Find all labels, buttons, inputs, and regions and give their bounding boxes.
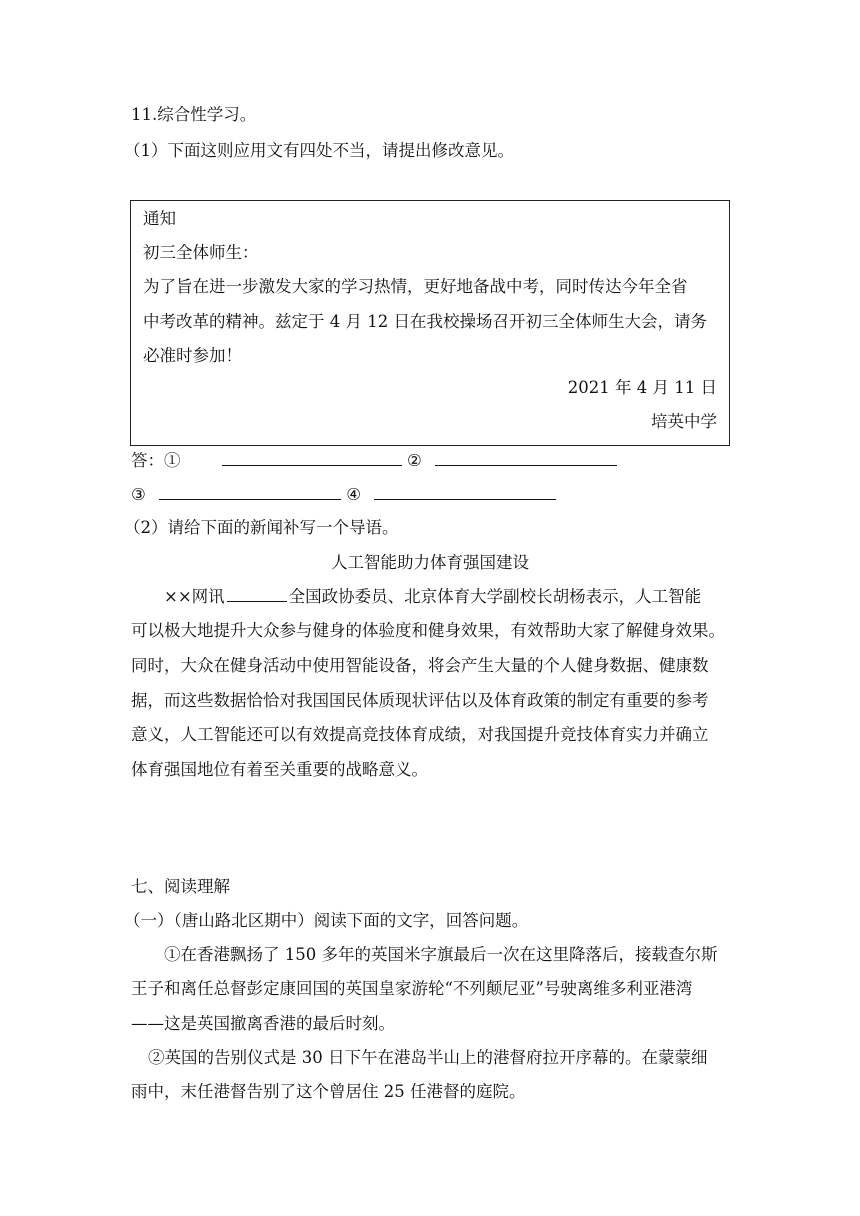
notice-signature: 培英中学 bbox=[651, 412, 717, 431]
news-line: 意义，人工智能还可以有效提高竞技体育成绩，对我国提升竞技体育实力并确立 bbox=[131, 725, 709, 744]
reading-line: ——这是英国撤离香港的最后时刻。 bbox=[131, 1014, 395, 1033]
notice-body-line: 中考改革的精神。兹定于 4 月 12 日在我校操场召开初三全体师生大会，请务 bbox=[143, 312, 707, 331]
news-line: 据，而这些数据恰恰对我国国民体质现状评估以及体育政策的制定有重要的参考 bbox=[131, 691, 709, 710]
reading-line: ②英国的告别仪式是 30 日下午在港岛半山上的港督府拉开序幕的。在蒙蒙细 bbox=[148, 1048, 708, 1067]
notice-body-line: 必准时参加！ bbox=[143, 346, 242, 365]
question-11-heading: 11.综合性学习。 bbox=[131, 105, 257, 124]
news-line: 可以极大地提升大众参与健身的体验度和健身效果，有效帮助大家了解健身效果。 bbox=[131, 621, 725, 640]
answer-label: 答：① bbox=[131, 451, 181, 470]
answer-blank-1[interactable] bbox=[222, 449, 402, 466]
lead-blank[interactable] bbox=[227, 585, 287, 602]
news-text: 全国政协委员、北京体育大学副校长胡杨表示，人工智能 bbox=[288, 587, 702, 606]
reading-line: ①在香港飘扬了 150 多年的英国米字旗最后一次在这里降落后，接载查尔斯 bbox=[164, 945, 718, 964]
notice-title: 通知 bbox=[143, 209, 176, 228]
notice-salutation: 初三全体师生： bbox=[143, 243, 259, 262]
reading-line: 雨中，末任港督告别了这个曾居住 25 任港督的庭院。 bbox=[131, 1082, 526, 1101]
notice-date: 2021 年 4 月 11 日 bbox=[567, 378, 717, 397]
answer-mark-2: ② bbox=[407, 451, 422, 470]
answer-blank-2[interactable] bbox=[435, 449, 617, 466]
news-line: 体育强国地位有着至关重要的战略意义。 bbox=[131, 760, 428, 779]
notice-body-line: 为了旨在进一步激发大家的学习热情，更好地备战中考，同时传达今年全省 bbox=[143, 277, 688, 296]
answer-row-2 bbox=[131, 483, 556, 506]
answer-mark-3: ③ bbox=[131, 485, 146, 504]
news-title: 人工智能助力体育强国建设 bbox=[331, 553, 529, 572]
notice-box bbox=[130, 200, 730, 446]
part-2-prompt: （2）请给下面的新闻补写一个导语。 bbox=[124, 518, 399, 537]
answer-blank-3[interactable] bbox=[159, 483, 341, 500]
news-source: ××网讯 bbox=[164, 587, 225, 606]
section-7-subheading: （一）（唐山路北区期中）阅读下面的文字，回答问题。 bbox=[124, 911, 529, 930]
answer-mark-4: ④ bbox=[346, 485, 362, 504]
section-7-heading: 七、阅读理解 bbox=[131, 877, 230, 896]
reading-line: 王子和离任总督彭定康回国的英国皇家游轮“不列颠尼亚”号驶离维多利亚港湾 bbox=[131, 979, 693, 998]
answer-blank-4[interactable] bbox=[374, 483, 556, 500]
news-line: 同时，大众在健身活动中使用智能设备，将会产生大量的个人健身数据、健康数 bbox=[131, 656, 709, 675]
answer-row-1 bbox=[131, 449, 617, 472]
part-1-prompt: （1）下面这则应用文有四处不当，请提出修改意见。 bbox=[124, 141, 514, 160]
news-line bbox=[131, 585, 764, 608]
